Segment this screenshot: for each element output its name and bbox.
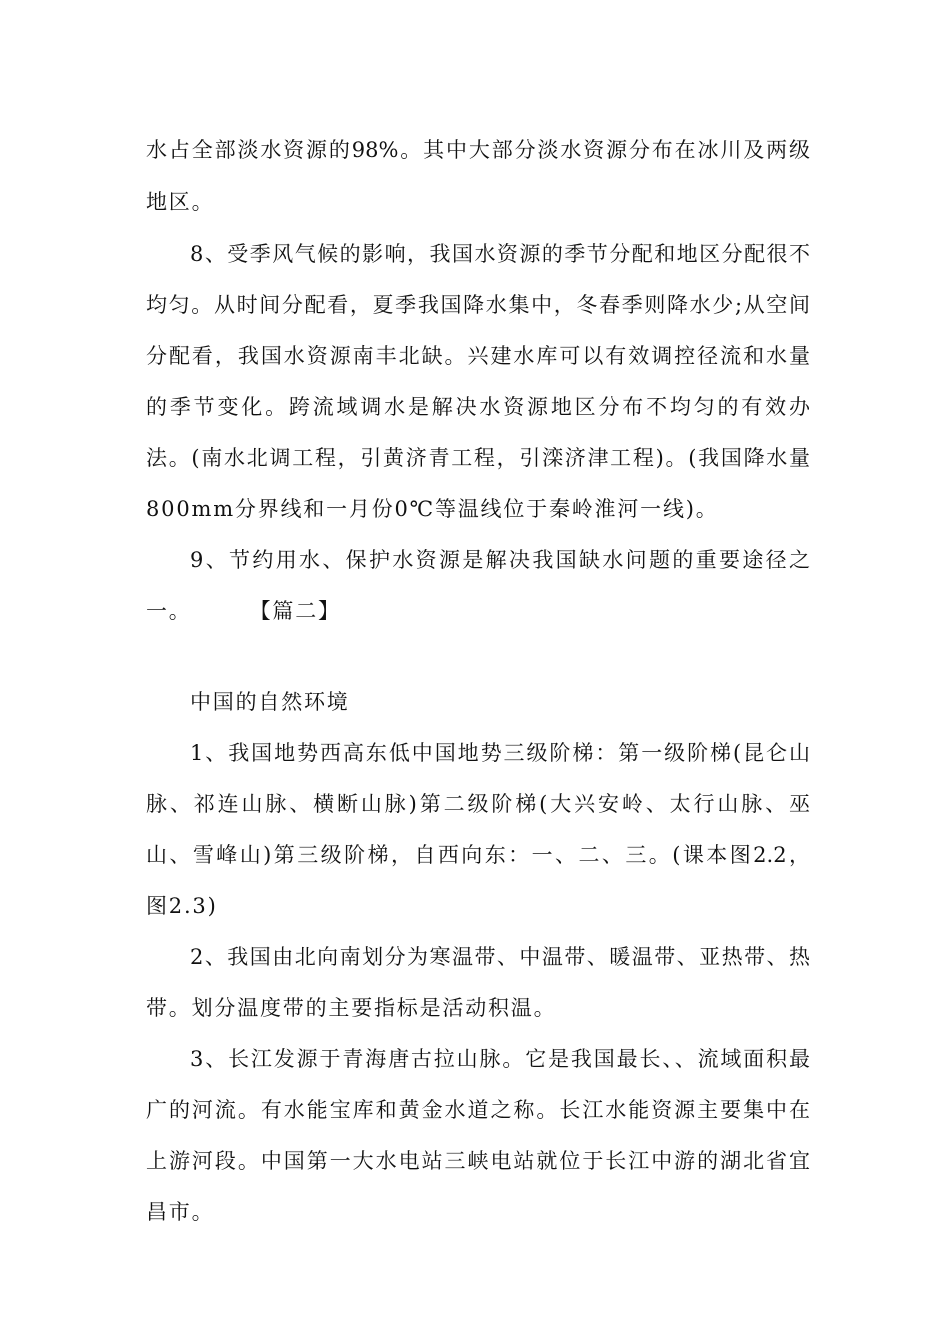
- paragraph-line: 水占全部淡水资源的98%。其中大部分淡水资源分布在冰川及两级: [146, 138, 810, 162]
- paragraph-line: 均匀。从时间分配看，夏季我国降水集中，冬春季则降水少;从空间: [146, 293, 810, 317]
- paragraph-line: 3、长江发源于青海唐古拉山脉。它是我国最长、、流域面积最: [190, 1047, 810, 1071]
- paragraph-line: 2、我国由北向南划分为寒温带、中温带、暖温带、亚热带、热: [190, 945, 810, 969]
- paragraph-line: 广的河流。有水能宝库和黄金水道之称。长江水能资源主要集中在: [146, 1098, 810, 1122]
- section-title: 中国的自然环境: [190, 690, 350, 714]
- paragraph-line: 的季节变化。跨流域调水是解决水资源地区分布不均匀的有效办: [146, 395, 810, 419]
- paragraph-line: 昌市。: [146, 1200, 215, 1224]
- paragraph-line-end: 一。: [146, 599, 192, 623]
- paragraph-line: 法。(南水北调工程，引黄济青工程，引滦济津工程)。(我国降水量: [146, 446, 810, 470]
- paragraph-line: 带。划分温度带的主要指标是活动积温。: [146, 996, 557, 1020]
- paragraph-line: [146, 591, 810, 631]
- paragraph-line: 地区。: [146, 190, 215, 214]
- paragraph-line: 分配看，我国水资源南丰北缺。兴建水库可以有效调控径流和水量: [146, 344, 810, 368]
- paragraph-line: 800mm分界线和一月份0℃等温线位于秦岭淮河一线)。: [146, 497, 719, 521]
- paragraph-line: 脉、祁连山脉、横断山脉)第二级阶梯(大兴安岭、太行山脉、巫: [146, 792, 810, 816]
- paragraph-line: 山、雪峰山)第三级阶梯，自西向东：一、二、三。(课本图2.2，: [146, 843, 810, 867]
- paragraph-line: 8、受季风气候的影响，我国水资源的季节分配和地区分配很不: [190, 242, 810, 266]
- section-heading: 【篇二】: [249, 599, 341, 623]
- paragraph-line: 9、节约用水、保护水资源是解决我国缺水问题的重要途径之: [190, 548, 810, 572]
- paragraph-line: 1、我国地势西高东低中国地势三级阶梯：第一级阶梯(昆仑山: [190, 741, 810, 765]
- paragraph-line: 图2.3): [146, 894, 218, 918]
- paragraph-line: 上游河段。中国第一大水电站三峡电站就位于长江中游的湖北省宜: [146, 1149, 810, 1173]
